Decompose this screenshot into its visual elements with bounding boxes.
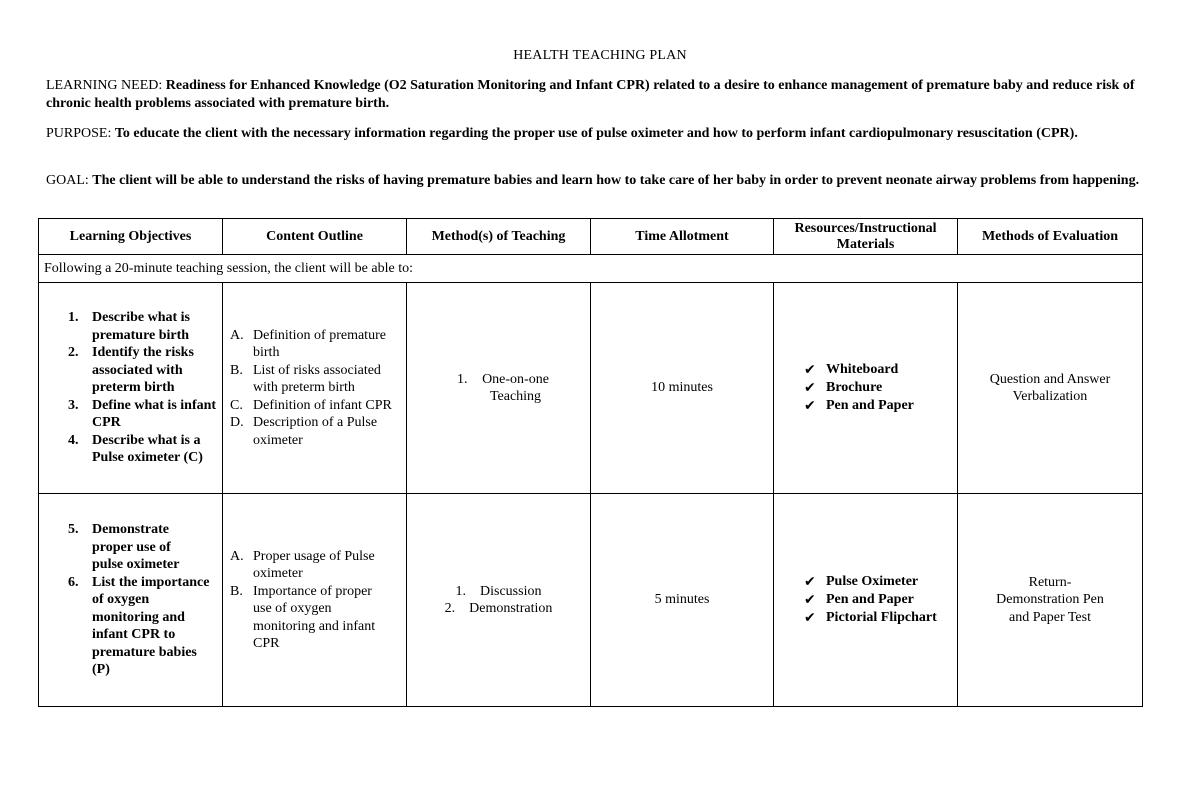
content-cell	[223, 283, 407, 494]
header-content-outline: Content Outline	[223, 219, 407, 255]
evaluation-cell	[958, 494, 1143, 707]
list-item: D. Description of a Pulse oximeter	[230, 415, 378, 448]
list-item: 1. Describe what is premature birth	[68, 310, 190, 343]
methods-cell	[407, 283, 591, 494]
check-icon: ✔	[804, 362, 816, 378]
resources-cell	[774, 494, 958, 707]
table-header-row	[39, 219, 1143, 255]
list-item: B. List of risks associated with preterm birth	[230, 362, 381, 396]
list-item: 4. Describe what is a Pulse oximeter (C)	[68, 432, 203, 466]
document-title: HEALTH TEACHING PLAN	[513, 48, 687, 63]
time-allotment: 5 minutes	[654, 592, 710, 608]
check-icon: ✔	[804, 398, 816, 414]
header-methods-of-evaluation: Methods of Evaluation	[958, 219, 1143, 255]
time-cell	[591, 494, 774, 707]
check-icon: ✔	[804, 610, 816, 626]
objectives-list	[39, 521, 222, 679]
purpose	[46, 125, 1146, 143]
teaching-plan-table	[38, 218, 1143, 707]
table-intro-row	[39, 255, 1143, 283]
header-resources: Resources/Instructional Materials	[774, 219, 958, 255]
objectives-cell	[39, 494, 223, 707]
list-item: 1. One-on-one Teaching	[457, 371, 549, 404]
methods-list	[407, 583, 590, 618]
list-item: A. Proper usage of Pulse oximeter	[230, 548, 375, 581]
methods-cell	[407, 494, 591, 707]
table-row	[39, 494, 1143, 707]
content-cell	[223, 494, 407, 707]
list-item: ✔ Whiteboard	[804, 362, 899, 378]
list-item: 2. Demonstration	[444, 601, 553, 616]
methods-list	[407, 371, 590, 406]
evaluation-cell	[958, 283, 1143, 494]
learning-need	[46, 77, 1146, 112]
check-icon: ✔	[804, 380, 816, 396]
time-cell	[591, 283, 774, 494]
list-item: 3. Define what is infant CPR	[68, 397, 217, 431]
content-list	[223, 327, 406, 450]
header-learning-objectives: Learning Objectives	[39, 219, 223, 255]
list-item: ✔ Brochure	[804, 380, 883, 396]
resources-list	[774, 361, 957, 415]
list-item: A. Definition of premature birth	[230, 327, 386, 361]
resources-list	[774, 573, 957, 627]
list-item: 1. Discussion	[455, 583, 542, 599]
objectives-cell	[39, 283, 223, 494]
table-intro-text: Following a 20-minute teaching session, the client will be able to:	[39, 255, 1143, 283]
goal-text: The client will be able to understand the risks of having premature babies and learn how to take care of her baby in order to prevent neonate airway problems from happening.	[92, 173, 1140, 188]
time-allotment: 10 minutes	[651, 380, 713, 396]
header-time-allotment: Time Allotment	[591, 219, 774, 255]
list-item: 5. Demonstrate proper use of pulse oximeter	[68, 522, 180, 573]
learning-need-text: Readiness for Enhanced Knowledge (O2 Saturation Monitoring and Infant CPR) related to a desire to enhance management of premature baby and reduce risk of chronic health problems associated with premature birth.	[46, 78, 1135, 111]
list-item: 6. List the importance of oxygen monitoring and infant CPR to premature babies (P)	[68, 574, 210, 678]
list-item: ✔ Pulse Oximeter	[804, 574, 919, 590]
learning-need-label: LEARNING NEED:	[46, 78, 163, 93]
purpose-text: To educate the client with the necessary information regarding the proper use of pulse oximeter and how to perform infant cardiopulmonary resuscitation (CPR).	[114, 126, 1078, 141]
goal	[46, 172, 1146, 190]
resources-cell	[774, 283, 958, 494]
list-item: ✔ Pen and Paper	[804, 398, 914, 414]
list-item: C. Definition of infant CPR	[230, 397, 392, 413]
list-item: 2. Identify the risks associated with preterm birth	[68, 345, 194, 396]
content-list	[223, 548, 406, 653]
purpose-label: PURPOSE:	[46, 126, 112, 141]
check-icon: ✔	[804, 592, 816, 608]
list-item: ✔ Pictorial Flipchart	[804, 610, 937, 626]
header-methods-of-teaching: Method(s) of Teaching	[407, 219, 591, 255]
list-item: ✔ Pen and Paper	[804, 592, 914, 608]
table-row	[39, 283, 1143, 494]
list-item: B. Importance of proper use of oxygen monitoring and infant CPR	[230, 583, 376, 651]
objectives-list	[39, 309, 222, 467]
check-icon: ✔	[804, 574, 816, 590]
goal-label: GOAL:	[46, 173, 89, 188]
evaluation-text: Return-Demonstration Pen and Paper Test	[996, 574, 1104, 625]
evaluation-text: Question and Answer Verbalization	[989, 371, 1111, 404]
